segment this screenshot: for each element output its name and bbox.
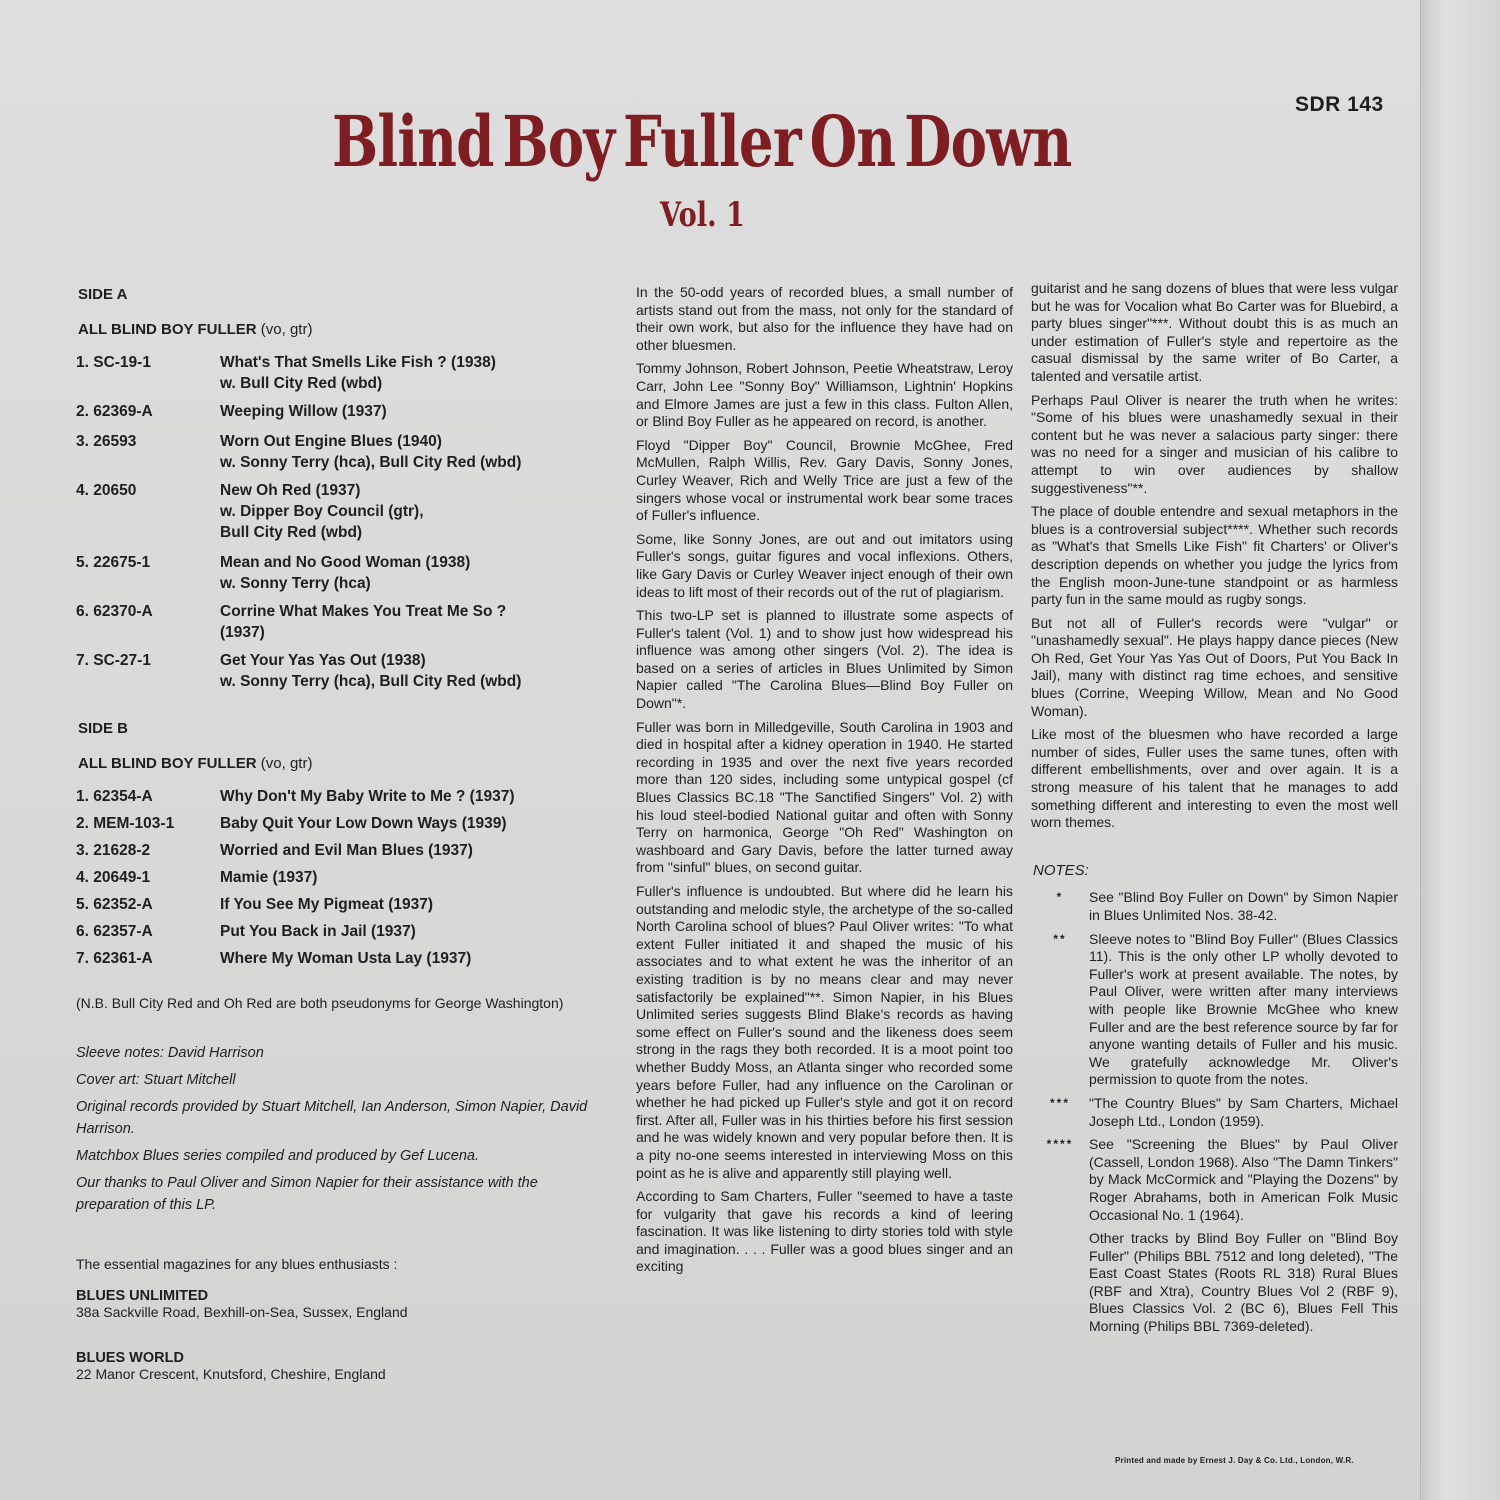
essay-paragraph: But not all of Fuller's records were "vulgar" or "unashamedly sexual". He plays happy dance pieces (New Oh Red, Get Your Yas Yas Out of Doors, Put You Back In Jail), many with distinct rag time echoes, and sensitive blues (Corrine, Weeping Willow, Mean and No Good Woman). [1031,614,1398,719]
track-row [76,650,596,692]
essay-paragraph: Some, like Sonny Jones, are out and out imitators using Fuller's songs, guitar figures and vocal inflexions. Others, like Gary Davis or Curley Weaver inject enough of their own ideas to lift most of their records out of the rut of plagiarism. [636,530,1013,600]
credit-line: Original records provided by Stuart Mitchell, Ian Anderson, Simon Napier, David Harrison. [76,1099,588,1137]
track-title: Corrine What Makes You Treat Me So ? [220,603,507,620]
track-row [76,601,596,643]
matrix-number: 6. 62370-A [76,603,153,620]
track-year: (1937) [220,624,265,641]
magazine-address: 38a Sackville Road, Bexhill-on-Sea, Sussex, England [76,1304,408,1320]
magazines-intro: The essential magazines for any blues enthusiasts : [76,1256,398,1272]
essay-paragraph: Like most of the bluesmen who have recorded a large number of sides, Fuller uses the same tunes, often with different embellishments, over and over again. It is a strong measure of his talent that he manages to add something different and interesting to even the most well worn themes. [1031,726,1398,831]
track-title: Where My Woman Usta Lay (1937) [220,950,472,967]
sleeve-spine [1420,0,1500,1500]
matrix-number: 5. 22675-1 [76,554,151,571]
footnote-mark: * [1056,890,1064,905]
footnote [1031,889,1398,924]
track-row [76,813,596,834]
track-row [76,840,596,861]
matrix-number: 1. SC-19-1 [76,354,151,371]
pseudonym-note: (N.B. Bull City Red and Oh Red are both pseudonyms for George Washington) [76,995,564,1011]
magazine-address: 22 Manor Crescent, Knutsford, Cheshire, England [76,1366,386,1382]
footnote-text: Sleeve notes to "Blind Boy Fuller" (Blues Classics 11). This is the only other LP wholly devoted to Fuller's work at present available. The notes, by Paul Oliver, were written after many interviews with people like Brownie McGhee who knew Fuller and are the best reference source by far for anyone wanting details of Fuller and his music. We gratefully acknowledge Mr. Oliver's permission to quote from the notes. [1089,930,1398,1088]
footnote-text: "The Country Blues" by Sam Charters, Michael Joseph Ltd., London (1959). [1089,1094,1398,1129]
track-row [76,352,596,394]
track-title: If You See My Pigmeat (1937) [220,896,434,913]
track-title: Get Your Yas Yas Out (1938) [220,652,426,669]
footnote [1031,931,1398,1089]
album-title [332,100,1071,190]
matrix-number: 6. 62357-A [76,923,153,940]
track-title: Why Don't My Baby Write to Me ? (1937) [220,788,515,805]
essay-paragraph: Fuller's influence is undoubted. But where did he learn his outstanding and melodic style, the archetype of the so-called North Carolina school of blues? Paul Oliver writes: "To what extent Fuller initiated it and shaped the music of his associates and to what extent he was the inheritor of an existing tradition is by no means clear and may never satisfactorily be explained"**. Simon Napier, in his Blues Unlimited series suggests Blind Blake's records as having some effect on Fuller's sound and the likeness does seem strong in the rags they both recorded. It is a moot point too whether Buddy Moss, an Atlanta singer who recorded some years before Fuller, had any influence on the Carolinan or whether he had picked up Fuller's style and got it on record first. After all, Fuller was in his thirties before his first session and he was widely known and very popular before then. It is a pity no-one seems interested in interviewing Moss on this point as he is alive and apparently still playing well. [636,883,1013,1181]
track-title: Mamie (1937) [220,869,318,886]
matrix-number: 7. SC-27-1 [76,652,151,669]
footnote [1031,1230,1398,1336]
matrix-number: 2. 62369-A [76,403,153,420]
track-personnel: w. Sonny Terry (hca), Bull City Red (wbd) [220,673,522,690]
title-word: Blind [332,100,494,183]
track-title: Weeping Willow (1937) [220,403,387,420]
track-row [76,867,596,888]
track-personnel: w. Sonny Terry (hca), Bull City Red (wbd) [220,454,522,471]
footnote-mark: ** [1053,931,1067,946]
sleeve-notes-column-2 [636,284,1013,1282]
side-a-artist: ALL BLIND BOY FULLER (vo, gtr) [78,321,313,338]
side-a-label: SIDE A [78,286,128,303]
track-row [76,921,596,942]
essay-paragraph: Tommy Johnson, Robert Johnson, Peetie Wheatstraw, Leroy Carr, John Lee "Sonny Boy" Williamson, Lightnin' Hopkins and Elmore James are just a few in this class. Fulton Allen, or Blind Boy Fuller as he appeared on record, is another. [636,360,1013,430]
track-title: Worn Out Engine Blues (1940) [220,433,442,450]
footnote-mark: **** [1046,1137,1074,1152]
essay-paragraph: guitarist and he sang dozens of blues that were less vulgar but he was for Vocalion what Bo Carter was for Bluebird, a party blues singer"***. Without doubt this is as much an under estimation of Fuller's style and repertoire as the casual dismissal by the same writer of Bo Carter, a talented and versatile artist. [1031,280,1398,384]
track-title: New Oh Red (1937) [220,482,361,499]
track-personnel: w. Bull City Red (wbd) [220,375,383,392]
sleeve-notes-column-3 [1031,280,1398,1342]
essay-paragraph: Perhaps Paul Oliver is nearer the truth when he writes: "Some of his blues were unashamedly sexual in their content but he was never a salacious party singer: there was no need for a singer and musician of his calibre to attempt to win over audiences by shallow suggestiveness"**. [1031,391,1398,496]
title-word: Fuller [623,100,801,183]
footnote [1031,1136,1398,1224]
essay-paragraph: According to Sam Charters, Fuller "seemed to have a taste for vulgarity that gave his records a kind of leering fascination. It was like listening to dirty stories told with style and imagination. . . . Fuller was a good blues singer and an exciting [636,1188,1013,1275]
track-personnel: Bull City Red (wbd) [220,524,363,541]
magazine-name: BLUES WORLD [76,1350,184,1366]
essay-paragraph: Fuller was born in Milledgeville, South Carolina in 1903 and died in hospital after a kidney operation in 1940. He started recording in 1935 and over the next five years recorded more than 120 sides, including some untypical gospel (cf Blues Classics BC.18 "The Sanctified Singers" Vol. 2) with his loud steel-bodied National guitar and often with Sonny Terry on harmonica, George "Oh Red" Washington on washboard and Gary Davis, before the latter turned away from "sinful" blues, on second guitar. [636,718,1013,876]
magazine-name: BLUES UNLIMITED [76,1288,209,1304]
matrix-number: 3. 26593 [76,433,137,450]
track-row [76,431,596,473]
matrix-number: 5. 62352-A [76,896,153,913]
footnote-text: See "Screening the Blues" by Paul Oliver (Cassell, London 1968). Also "The Damn Tinkers" by Mack McCormick and "Playing the Dozens" by Roger Abrahams, both in American Folk Music Occasional No. 1 (1964). [1089,1136,1398,1223]
essay-paragraph: The place of double entendre and sexual metaphors in the blues is a controversial subject****. Whether such records as "What's that Smells Like Fish" fit Charters' or Oliver's description depends on whether you judge the lyrics from the English moon-June-tune standpoint or as harmless party fun in the same mould as rugby songs. [1031,503,1398,608]
matrix-number: 2. MEM-103-1 [76,815,175,832]
credit-line: Sleeve notes: David Harrison [76,1045,264,1061]
side-b-label: SIDE B [78,720,129,737]
tracklist-column [76,286,596,1412]
printer-credit: Printed and made by Ernest J. Day & Co. Ltd., London, W.R. [1115,1456,1354,1465]
volume-label: Vol. 1 [660,195,745,235]
essay-paragraph: This two-LP set is planned to illustrate some aspects of Fuller's talent (Vol. 1) and to show just how widespread his influence was among other singers (Vol. 2). The idea is based on a series of articles in Blues Unlimited by Simon Napier called "The Carolina Blues—Blind Boy Fuller on Down"*. [636,607,1013,712]
track-row [76,552,596,594]
footnote-mark [1031,1230,1089,1336]
footnote-text: Other tracks by Blind Boy Fuller on "Blind Boy Fuller" (Philips BBL 7512 and long deleted), "The East Coast States (Roots RL 318) Rural Blues (RBF and Xtra), Country Blues Vol 2 (RBF 9), Blues Classics Vol. 2 (BC 6), Blues Fell This Morning (Philips BBL 7369-deleted). [1089,1230,1398,1335]
track-row [76,480,596,543]
credit-line: Matchbox Blues series compiled and produced by Gef Lucena. [76,1148,480,1164]
catalog-number: SDR 143 [1295,93,1384,116]
matrix-number: 7. 62361-A [76,950,153,967]
track-title: Baby Quit Your Low Down Ways (1939) [220,815,507,832]
matrix-number: 4. 20650 [76,482,137,499]
footnote [1031,1095,1398,1130]
title-word: Down [904,100,1072,183]
track-row [76,786,596,807]
track-title: What's That Smells Like Fish ? (1938) [220,354,496,371]
title-word: Boy [502,100,615,183]
track-title: Mean and No Good Woman (1938) [220,554,471,571]
footnote-mark: *** [1049,1095,1070,1110]
side-b-tracks [76,786,596,969]
track-row [76,948,596,969]
essay-paragraph: In the 50-odd years of recorded blues, a small number of artists stand out from the mass, not only for the standard of their own work, but also for the influence they have had on other bluesmen. [636,284,1013,353]
notes-heading: NOTES: [1033,861,1089,879]
title-word: On [809,100,896,183]
matrix-number: 4. 20649-1 [76,869,151,886]
credit-line: Cover art: Stuart Mitchell [76,1072,236,1088]
track-personnel: w. Sonny Terry (hca) [220,575,371,592]
track-row [76,894,596,915]
track-title: Worried and Evil Man Blues (1937) [220,842,473,859]
track-title: Put You Back in Jail (1937) [220,923,416,940]
credit-line: Our thanks to Paul Oliver and Simon Napier for their assistance with the preparation of this LP. [76,1175,538,1213]
footnote-text: See "Blind Boy Fuller on Down" by Simon Napier in Blues Unlimited Nos. 38-42. [1089,889,1398,923]
matrix-number: 1. 62354-A [76,788,153,805]
side-a-tracks [76,352,596,692]
side-b-artist: ALL BLIND BOY FULLER (vo, gtr) [78,755,313,772]
matrix-number: 3. 21628-2 [76,842,151,859]
track-row [76,401,596,422]
track-personnel: w. Dipper Boy Council (gtr), [220,503,424,520]
essay-paragraph: Floyd "Dipper Boy" Council, Brownie McGhee, Fred McMullen, Ralph Willis, Rev. Gary Davis, Sonny Jones, Curley Weaver, Rich and Welly Trice are just a few of the singers whose vocal or instrumental work bear some traces of Fuller's influence. [636,436,1013,524]
